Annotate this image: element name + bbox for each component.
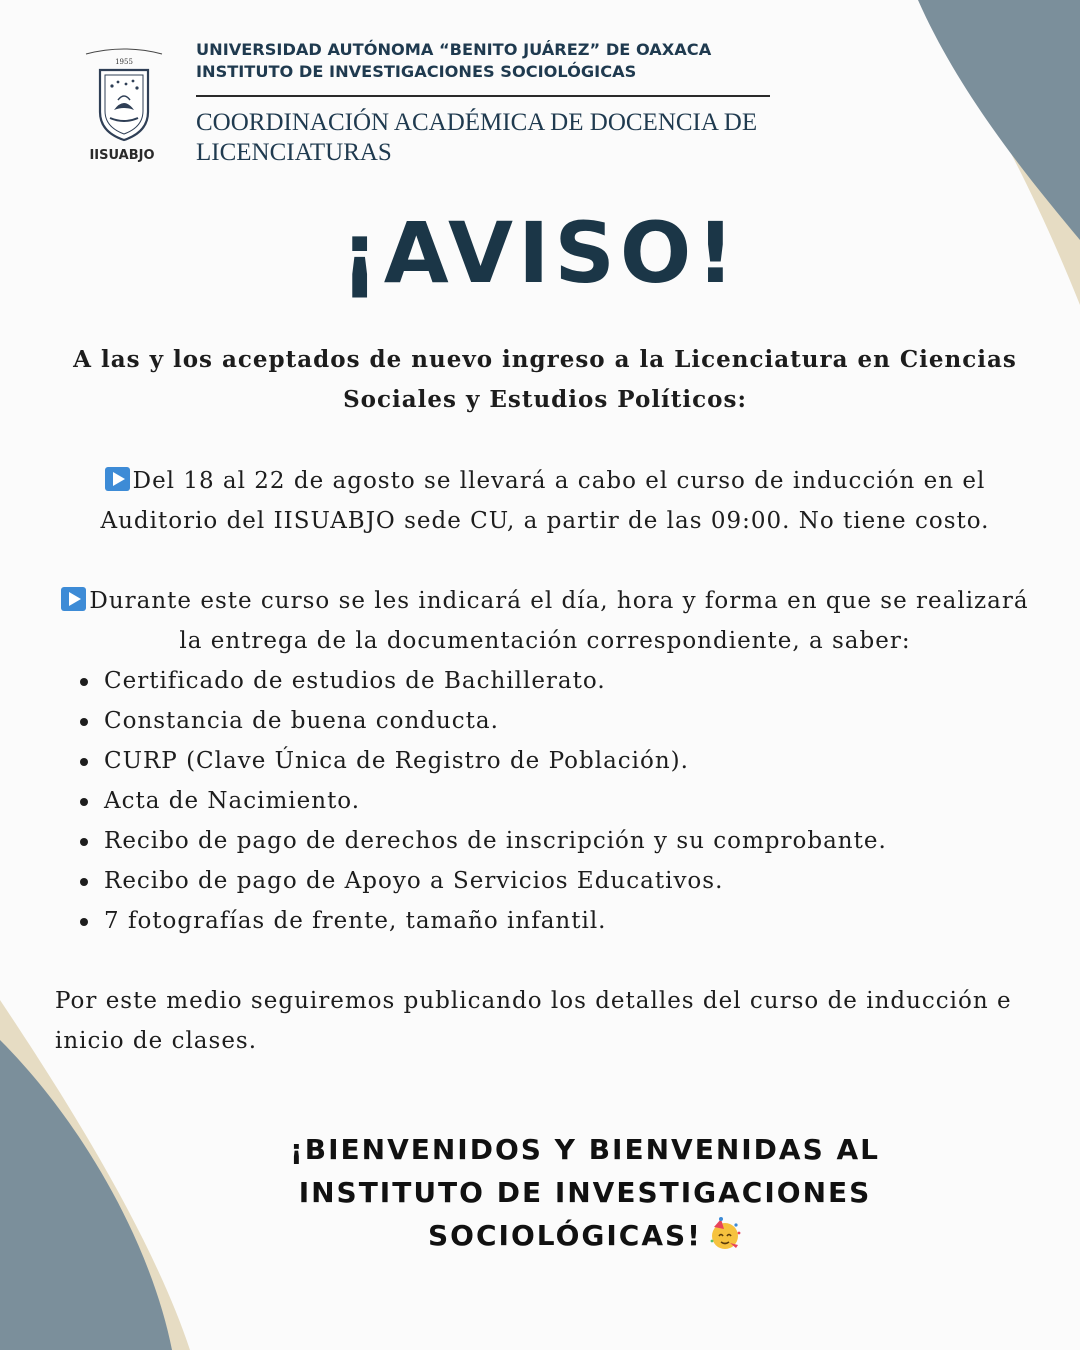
list-item: Recibo de pago de Apoyo a Servicios Educativos. <box>104 861 1064 901</box>
induction-course-paragraph <box>50 461 1040 541</box>
coordination-line-2: LICENCIATURAS <box>196 139 392 166</box>
play-button-icon <box>61 587 86 611</box>
documentation-text: Durante este curso se les indicará el día, hora y forma en que se realizará la entrega de la documentación correspondiente, a saber: <box>89 588 1029 654</box>
institution-header <box>196 39 776 83</box>
university-name: UNIVERSIDAD AUTÓNOMA “BENITO JUÁREZ” DE OAXACA <box>196 40 712 59</box>
notice-title: ¡AVISO! <box>340 204 740 302</box>
crest-year: 1955 <box>115 58 133 66</box>
list-item: Constancia de buena conducta. <box>104 701 1064 741</box>
list-item: Recibo de pago de derechos de inscripción y su comprobante. <box>104 821 1064 861</box>
list-item: Certificado de estudios de Bachillerato. <box>104 661 1064 701</box>
institute-logo <box>78 48 170 166</box>
coordination-name <box>196 108 796 168</box>
notice-intro: A las y los aceptados de nuevo ingreso a la Licenciatura en Ciencias Sociales y Estudios Políticos: <box>73 346 1017 413</box>
list-item: Acta de Nacimiento. <box>104 781 1064 821</box>
closing-paragraph: Por este medio seguiremos publicando los detalles del curso de inducción e inicio de clases. <box>55 988 1012 1054</box>
list-item: 7 fotografías de frente, tamaño infantil. <box>104 901 1064 941</box>
list-item: CURP (Clave Única de Registro de Población). <box>104 741 1064 781</box>
welcome-text: ¡BIENVENIDOS Y BIENVENIDAS AL INSTITUTO DE INVESTIGACIONES SOCIOLÓGICAS! <box>289 1133 881 1252</box>
coordination-line-1: COORDINACIÓN ACADÉMICA DE DOCENCIA DE <box>196 109 758 136</box>
logo-caption: IISUABJO <box>89 148 155 163</box>
institute-name: INSTITUTO DE INVESTIGACIONES SOCIOLÓGICAS <box>196 62 637 81</box>
documentation-paragraph <box>50 581 1040 661</box>
required-documents-list <box>104 661 1064 941</box>
party-face-icon <box>708 1217 742 1251</box>
university-crest-icon <box>78 48 170 146</box>
play-button-icon <box>105 467 130 491</box>
welcome-message <box>260 1128 910 1257</box>
header-divider <box>196 95 770 97</box>
induction-course-text: Del 18 al 22 de agosto se llevará a cabo el curso de inducción en el Auditorio del IISUABJO sede CU, a partir de las 09:00. No tiene costo. <box>100 468 990 534</box>
